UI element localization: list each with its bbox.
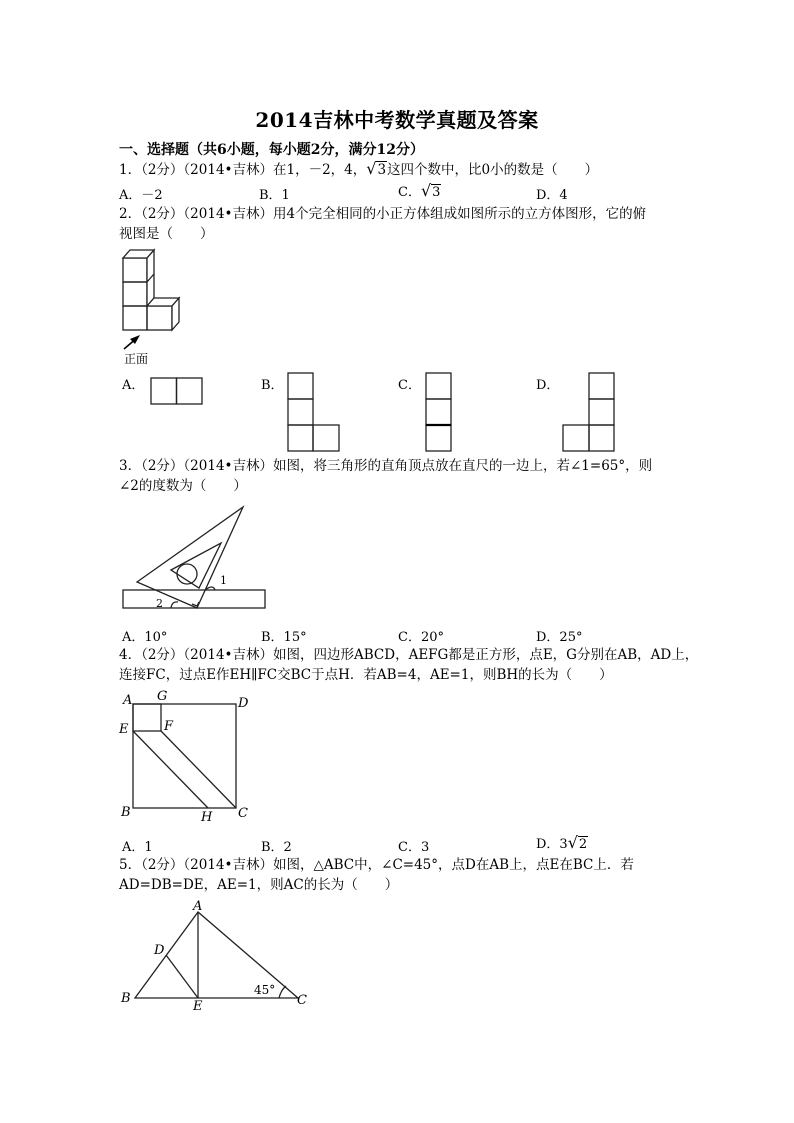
q3-angle-2-label: 2 <box>156 597 163 610</box>
q2-cube-figure <box>118 246 188 361</box>
q1-option-b: B．1 <box>259 188 290 203</box>
q4-label-C: C <box>238 806 248 821</box>
q2-front-label: 正面 <box>124 352 149 366</box>
q4-option-d-radicand: 2 <box>578 837 588 852</box>
q1-sqrt3 <box>366 159 387 180</box>
q5-label-E: E <box>193 999 203 1014</box>
q2-option-c: C． <box>398 378 421 393</box>
q3-option-b: B．15° <box>261 630 307 645</box>
q2-line2: 视图是（ ） <box>119 226 214 242</box>
q4-line1: 4．（2分）（2014•吉林）如图，四边形ABCD，AEFG都是正方形，点E，G分别在AB，AD上， <box>119 647 699 663</box>
q3-option-d: D．25° <box>536 630 583 645</box>
question-1 <box>119 159 598 180</box>
q2-option-d: D． <box>536 378 560 393</box>
radical-icon: √ <box>366 159 377 178</box>
q1-option-c-radicand: 3 <box>432 185 441 200</box>
front-arrow-icon <box>124 335 140 349</box>
q4-option-d <box>536 833 588 852</box>
radical-icon: √ <box>567 833 578 852</box>
q1-text-a: 1．（2分）（2014•吉林）在1，－2，4， <box>119 162 367 178</box>
q1-radicand: 3 <box>377 162 387 178</box>
q4-label-G: G <box>157 689 168 704</box>
q4-label-H: H <box>201 810 213 825</box>
q1-text-b: 这四个数中，比0小的数是（ ） <box>387 162 599 178</box>
section-heading: 一、选择题（共6小题，每小题2分，满分12分） <box>119 142 424 158</box>
q4-label-D: D <box>238 696 249 711</box>
q2-option-b-figure <box>287 372 341 452</box>
q5-label-C: C <box>297 993 307 1008</box>
q2-option-a-figure <box>150 377 204 405</box>
q1-option-c <box>398 181 441 200</box>
q2-option-a: A． <box>122 378 145 393</box>
q4-label-A: A <box>123 693 133 708</box>
q4-option-d-prefix: D．3 <box>536 837 568 852</box>
q4-option-b: B．2 <box>261 840 292 855</box>
q5-label-B: B <box>121 991 131 1006</box>
q2-option-b: B． <box>261 378 284 393</box>
q4-label-E: E <box>119 722 129 737</box>
q2-line1: 2．（2分）（2014•吉林）用4个完全相同的小正方体组成如图所示的立方体图形，它的俯 <box>119 206 647 222</box>
q2-option-d-figure <box>562 372 616 452</box>
q4-line2: 连接FC，过点E作EH∥FC交BC于点H．若AB=4，AE=1，则BH的长为（ ） <box>119 667 613 683</box>
q3-ruler-triangle-figure <box>120 504 270 616</box>
q5-line1: 5．（2分）（2014•吉林）如图，△ABC中，∠C=45°，点D在AB上，点E在BC上．若 <box>119 857 634 873</box>
q1-option-d: D．4 <box>536 188 568 203</box>
q1-option-c-prefix: C． <box>398 185 421 200</box>
radical-icon: √ <box>420 181 432 200</box>
q5-label-D: D <box>154 943 165 958</box>
q3-line2: ∠2的度数为（ ） <box>119 478 247 494</box>
q4-label-F: F <box>164 719 174 734</box>
q3-line1: 3．（2分）（2014•吉林）如图，将三角形的直角顶点放在直尺的一边上，若∠1=65°，则 <box>119 458 653 474</box>
q4-option-a: A．1 <box>122 840 153 855</box>
q3-angle-1-label: 1 <box>220 574 227 587</box>
page-title: 2014吉林中考数学真题及答案 <box>255 108 539 132</box>
q4-label-B: B <box>121 805 131 820</box>
q3-option-a: A．10° <box>122 630 168 645</box>
q4-square-figure <box>118 688 258 828</box>
q5-triangle-figure <box>118 898 308 1008</box>
q5-label-A: A <box>193 899 203 914</box>
q3-option-c: C．20° <box>398 630 444 645</box>
q4-option-c: C．3 <box>398 840 430 855</box>
q2-option-c-figure <box>425 372 453 452</box>
q5-angle-label: 45° <box>254 983 276 997</box>
q5-line2: AD=DB=DE，AE=1，则AC的长为（ ） <box>119 877 399 893</box>
q1-option-a: A．－2 <box>119 188 163 203</box>
